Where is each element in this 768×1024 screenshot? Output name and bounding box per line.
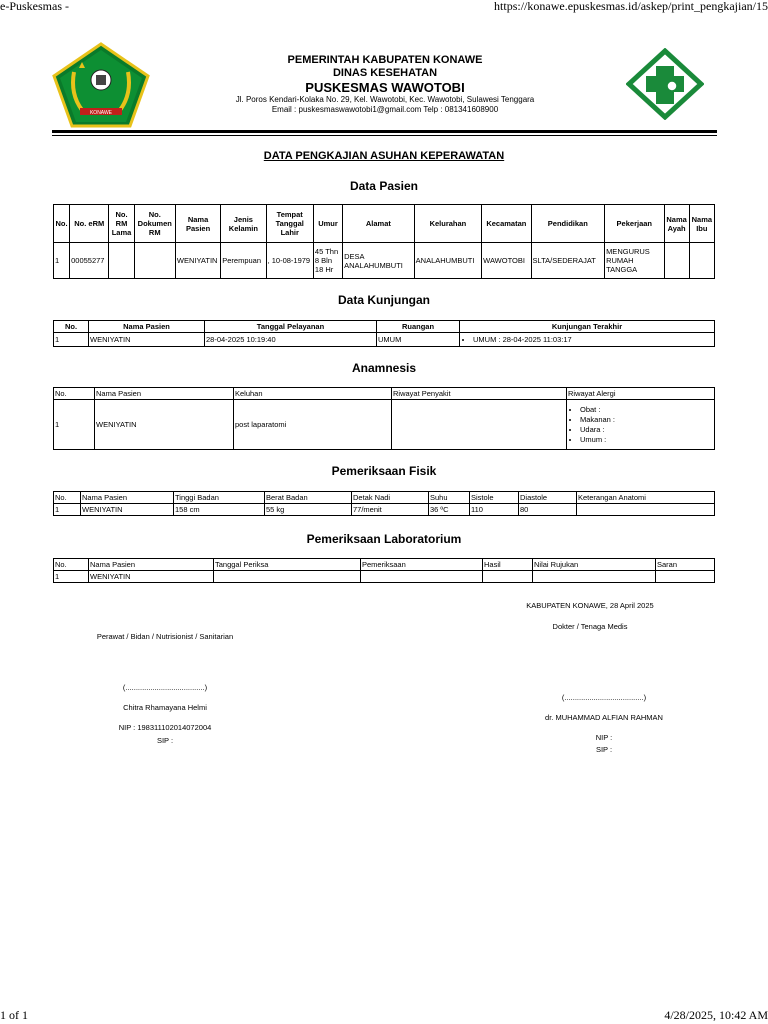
th-rm-lama: No. RM Lama bbox=[109, 205, 134, 243]
cell bbox=[533, 571, 656, 583]
pemeriksaan-fisik-table bbox=[53, 491, 715, 516]
svg-text:KONAWE: KONAWE bbox=[89, 110, 113, 116]
cell: ANALAHUMBUTI bbox=[414, 243, 482, 279]
cell: 55 kg bbox=[265, 504, 352, 516]
print-datetime: 4/28/2025, 10:42 AM bbox=[664, 1008, 768, 1022]
cell: 1 bbox=[54, 243, 70, 279]
govt-name: PEMERINTAH KABUPATEN KONAWE bbox=[287, 54, 483, 66]
browser-footer bbox=[0, 1008, 768, 1024]
th-nama: Nama Pasien bbox=[89, 559, 214, 571]
data-kunjungan-table bbox=[53, 320, 715, 347]
table-row bbox=[54, 333, 715, 347]
table-header-row bbox=[54, 321, 715, 333]
right-signer-name: dr. MUHAMMAD ALFIAN RAHMAN bbox=[545, 713, 663, 722]
th-riwayat-penyakit: Riwayat Penyakit bbox=[392, 388, 567, 400]
th-ruangan: Ruangan bbox=[377, 321, 460, 333]
left-signer-sip: SIP : bbox=[156, 736, 174, 745]
cell: 00055277 bbox=[70, 243, 109, 279]
th-rujukan: Nilai Rujukan bbox=[533, 559, 656, 571]
cell bbox=[361, 571, 483, 583]
browser-page-title: e-Puskesmas - bbox=[0, 0, 69, 13]
th-pemeriksaan: Pemeriksaan bbox=[361, 559, 483, 571]
table-row bbox=[54, 571, 715, 583]
puskesmas-logo-icon bbox=[626, 48, 704, 120]
list-item: • Makanan : bbox=[580, 415, 713, 424]
th-diastole: Diastole bbox=[519, 492, 577, 504]
th-nama: Nama Pasien bbox=[81, 492, 174, 504]
th-pekerjaan: Pekerjaan bbox=[605, 205, 664, 243]
cell: DESA ANALAHUMBUTI bbox=[343, 243, 415, 279]
cell bbox=[664, 243, 689, 279]
cell bbox=[134, 243, 175, 279]
cell: WENIYATIN bbox=[89, 571, 214, 583]
cell: 77/menit bbox=[352, 504, 429, 516]
cell: , 10-08-1979 bbox=[266, 243, 313, 279]
th-riwayat-alergi: Riwayat Alergi bbox=[567, 388, 715, 400]
th-nama: Nama Pasien bbox=[89, 321, 205, 333]
th-alamat: Alamat bbox=[343, 205, 415, 243]
page-number: 1 of 1 bbox=[0, 1008, 28, 1022]
cell: Perempuan bbox=[221, 243, 266, 279]
cell: 110 bbox=[470, 504, 519, 516]
puskesmas-name: PUSKESMAS WAWOTOBI bbox=[305, 80, 465, 95]
data-pasien-table bbox=[53, 204, 715, 279]
browser-header bbox=[0, 0, 768, 14]
cell bbox=[392, 400, 567, 450]
section-title-pemeriksaan-lab: Pemeriksaan Laboratorium bbox=[306, 532, 462, 546]
th-kunjungan-terakhir: Kunjungan Terakhir bbox=[460, 321, 715, 333]
th-kecamatan: Kecamatan bbox=[482, 205, 531, 243]
table-row bbox=[54, 504, 715, 516]
cell: 80 bbox=[519, 504, 577, 516]
cell: 28-04-2025 10:19:40 bbox=[205, 333, 377, 347]
cell: 158 cm bbox=[174, 504, 265, 516]
th-nama: Nama Pasien bbox=[95, 388, 234, 400]
contact: Email : puskesmaswawotobi1@gmail.com Telp : 081341608900 bbox=[271, 105, 499, 114]
th-nama: Nama Pasien bbox=[175, 205, 220, 243]
list-item: • Umum : bbox=[580, 435, 713, 444]
th-keluhan: Keluhan bbox=[234, 388, 392, 400]
document-title: DATA PENGKAJIAN ASUHAN KEPERAWATAN bbox=[263, 150, 505, 162]
th-no: No. bbox=[54, 492, 81, 504]
left-signer-name: Chitra Rhamayana Helmi bbox=[123, 703, 207, 712]
cell bbox=[214, 571, 361, 583]
th-tinggi: Tinggi Badan bbox=[174, 492, 265, 504]
table-row bbox=[54, 243, 715, 279]
table-header-row bbox=[54, 492, 715, 504]
cell bbox=[483, 571, 533, 583]
th-ttl: Tempat Tanggal Lahir bbox=[266, 205, 313, 243]
cell bbox=[689, 243, 714, 279]
right-signer-nip: NIP : bbox=[595, 733, 613, 742]
section-title-data-pasien: Data Pasien bbox=[349, 179, 419, 193]
cell: post laparatomi bbox=[234, 400, 392, 450]
left-signer-nip: NIP : 198311102014072004 bbox=[118, 723, 212, 732]
right-signature-line: (......................................) bbox=[561, 693, 647, 702]
alergi-list bbox=[568, 405, 713, 444]
left-signature-line: (......................................) bbox=[122, 683, 208, 692]
cell bbox=[567, 400, 715, 450]
section-title-anamnesis: Anamnesis bbox=[351, 361, 417, 375]
th-nadi: Detak Nadi bbox=[352, 492, 429, 504]
right-signer-sip: SIP : bbox=[595, 745, 613, 754]
header-rule bbox=[52, 130, 717, 133]
letterhead bbox=[200, 54, 570, 115]
th-suhu: Suhu bbox=[429, 492, 470, 504]
table-header-row bbox=[54, 388, 715, 400]
right-signer-role: Dokter / Tenaga Medis bbox=[552, 622, 628, 631]
anamnesis-table bbox=[53, 387, 715, 450]
browser-url: https://konawe.epuskesmas.id/askep/print_pengkajian/15 bbox=[494, 0, 768, 13]
table-row bbox=[54, 400, 715, 450]
place-date: KABUPATEN KONAWE, 28 April 2025 bbox=[526, 601, 654, 610]
cell: 1 bbox=[54, 333, 89, 347]
cell bbox=[656, 571, 715, 583]
section-title-pemeriksaan-fisik: Pemeriksaan Fisik bbox=[331, 464, 437, 478]
cell: UMUM bbox=[377, 333, 460, 347]
cell: WAWOTOBI bbox=[482, 243, 531, 279]
th-tanggal: Tanggal Periksa bbox=[214, 559, 361, 571]
cell: SLTA/SEDERAJAT bbox=[531, 243, 605, 279]
cell: MENGURUS RUMAH TANGGA bbox=[605, 243, 664, 279]
table-header-row bbox=[54, 559, 715, 571]
th-jenis-kelamin: Jenis Kelamin bbox=[221, 205, 266, 243]
th-no: No. bbox=[54, 559, 89, 571]
cell: WENIYATIN bbox=[89, 333, 205, 347]
th-no: No. bbox=[54, 205, 70, 243]
cell: 1 bbox=[54, 400, 95, 450]
cell: WENIYATIN bbox=[175, 243, 220, 279]
pemeriksaan-lab-table bbox=[53, 558, 715, 583]
th-no: No. bbox=[54, 321, 89, 333]
th-erm: No. eRM bbox=[70, 205, 109, 243]
cell: WENIYATIN bbox=[81, 504, 174, 516]
th-dokumen-rm: No. Dokumen RM bbox=[134, 205, 175, 243]
section-title-data-kunjungan: Data Kunjungan bbox=[338, 293, 430, 307]
th-umur: Umur bbox=[313, 205, 342, 243]
cell: 36 ºC bbox=[429, 504, 470, 516]
th-kelurahan: Kelurahan bbox=[414, 205, 482, 243]
th-hasil: Hasil bbox=[483, 559, 533, 571]
table-header-row bbox=[54, 205, 715, 243]
th-ayah: Nama Ayah bbox=[664, 205, 689, 243]
cell bbox=[460, 333, 715, 347]
cell bbox=[577, 504, 715, 516]
th-no: No. bbox=[54, 388, 95, 400]
cell: 1 bbox=[54, 504, 81, 516]
cell: 45 Thn 8 Bln 18 Hr bbox=[313, 243, 342, 279]
th-tanggal: Tanggal Pelayanan bbox=[205, 321, 377, 333]
header-rule-thin bbox=[52, 135, 717, 136]
th-ibu: Nama Ibu bbox=[689, 205, 714, 243]
th-anatomi: Keterangan Anatomi bbox=[577, 492, 715, 504]
list-item: • Obat : bbox=[580, 405, 713, 414]
konawe-emblem-icon bbox=[52, 42, 150, 128]
cell: WENIYATIN bbox=[95, 400, 234, 450]
cell: 1 bbox=[54, 571, 89, 583]
cell bbox=[109, 243, 134, 279]
department-name: DINAS KESEHATAN bbox=[332, 67, 438, 79]
th-pendidikan: Pendidikan bbox=[531, 205, 605, 243]
list-item: • Udara : bbox=[580, 425, 713, 434]
left-signer-role: Perawat / Bidan / Nutrisionist / Sanitarian bbox=[96, 632, 234, 641]
th-sistole: Sistole bbox=[470, 492, 519, 504]
th-saran: Saran bbox=[656, 559, 715, 571]
address: Jl. Poros Kendari-Kolaka No. 29, Kel. Wawotobi, Kec. Wawotobi, Sulawesi Tenggara bbox=[235, 95, 535, 104]
list-item: • UMUM : 28-04-2025 11:03:17 bbox=[473, 335, 713, 344]
th-berat: Berat Badan bbox=[265, 492, 352, 504]
